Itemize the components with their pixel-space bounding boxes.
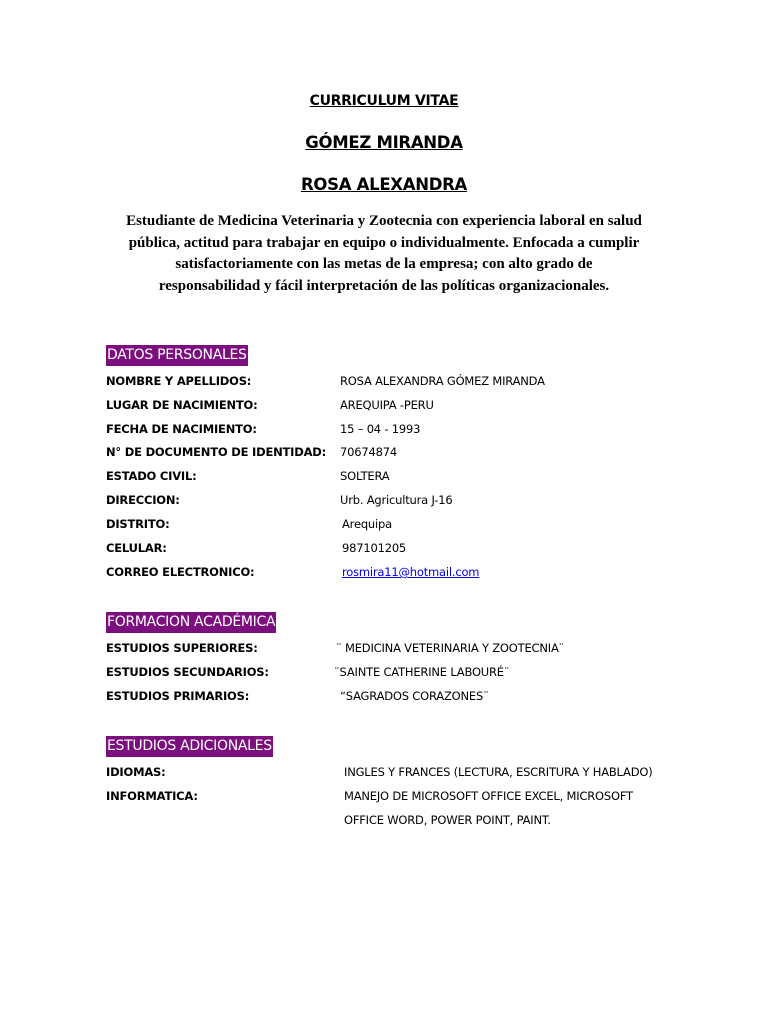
table-row <box>106 665 706 683</box>
field-label: CELULAR: <box>106 541 167 555</box>
field-value: INGLES Y FRANCES (LECTURA, ESCRITURA Y HABLADO) <box>344 765 653 779</box>
field-value: SOLTERA <box>340 469 390 483</box>
summary-line: Estudiante de Medicina Veterinaria y Zootecnia con experiencia laboral en salud <box>126 213 642 229</box>
table-row <box>106 493 706 511</box>
field-label: CORREO ELECTRONICO: <box>106 565 255 579</box>
field-label: NOMBRE Y APELLIDOS: <box>106 374 252 388</box>
table-row <box>106 565 706 583</box>
field-label: ESTADO CIVIL: <box>106 469 197 483</box>
summary-line: pública, actitud para trabajar en equipo o individualmente. Enfocada a cumplir <box>128 234 640 251</box>
table-row <box>106 813 706 831</box>
field-value: 15 – 04 - 1993 <box>340 422 421 436</box>
email-link[interactable]: rosmira11@hotmail.com <box>342 565 480 579</box>
table-row <box>106 469 706 487</box>
field-label: DISTRITO: <box>106 517 170 531</box>
field-label: FECHA DE NACIMIENTO: <box>106 422 257 436</box>
field-label: ESTUDIOS SUPERIORES: <box>106 641 258 655</box>
table-row <box>106 789 706 807</box>
table-row <box>106 374 706 392</box>
section-title-education: FORMACION ACADÉMICA <box>106 612 276 633</box>
field-label: DIRECCION: <box>106 493 180 507</box>
field-label: IDIOMAS: <box>106 765 166 779</box>
table-row <box>106 541 706 559</box>
table-row <box>106 689 706 707</box>
field-label: ESTUDIOS PRIMARIOS: <box>106 689 250 703</box>
summary-line: responsabilidad y fácil interpretación de las políticas organizacionales. <box>158 277 610 294</box>
field-value: Arequipa <box>342 517 392 531</box>
table-row <box>106 641 706 659</box>
field-value: AREQUIPA -PERU <box>340 398 434 412</box>
field-value: 987101205 <box>342 541 407 555</box>
table-row <box>106 517 706 535</box>
field-label: LUGAR DE NACIMIENTO: <box>106 398 258 412</box>
field-value: “SAGRADOS CORAZONES¨ <box>340 689 489 703</box>
table-row <box>106 765 706 783</box>
field-value: 70674874 <box>340 445 397 459</box>
field-label: N° DE DOCUMENTO DE IDENTIDAD: <box>106 445 327 459</box>
summary-line: satisfactoriamente con las metas de la empresa; con alto grado de <box>175 256 593 272</box>
table-row <box>106 445 706 463</box>
field-value: Urb. Agricultura J-16 <box>340 493 453 507</box>
field-value: ¨ MEDICINA VETERINARIA Y ZOOTECNIA¨ <box>336 641 565 655</box>
table-row <box>106 422 706 440</box>
field-label: INFORMATICA: <box>106 789 198 803</box>
section-title-additional: ESTUDIOS ADICIONALES <box>106 736 273 757</box>
field-value: MANEJO DE MICROSOFT OFFICE EXCEL, MICROSOFT <box>344 789 633 803</box>
section-title-personal: DATOS PERSONALES <box>106 345 248 366</box>
table-row <box>106 398 706 416</box>
doc-title: CURRICULUM VITAE <box>309 93 459 109</box>
surnames-heading: GÓMEZ MIRANDA <box>305 133 463 152</box>
profile-summary <box>90 211 678 297</box>
field-value: ¨SAINTE CATHERINE LABOURÉ¨ <box>334 665 510 679</box>
field-value: ROSA ALEXANDRA GÓMEZ MIRANDA <box>340 374 545 388</box>
field-label: ESTUDIOS SECUNDARIOS: <box>106 665 269 679</box>
field-value: OFFICE WORD, POWER POINT, PAINT. <box>344 813 551 827</box>
names-heading: ROSA ALEXANDRA <box>301 175 467 194</box>
